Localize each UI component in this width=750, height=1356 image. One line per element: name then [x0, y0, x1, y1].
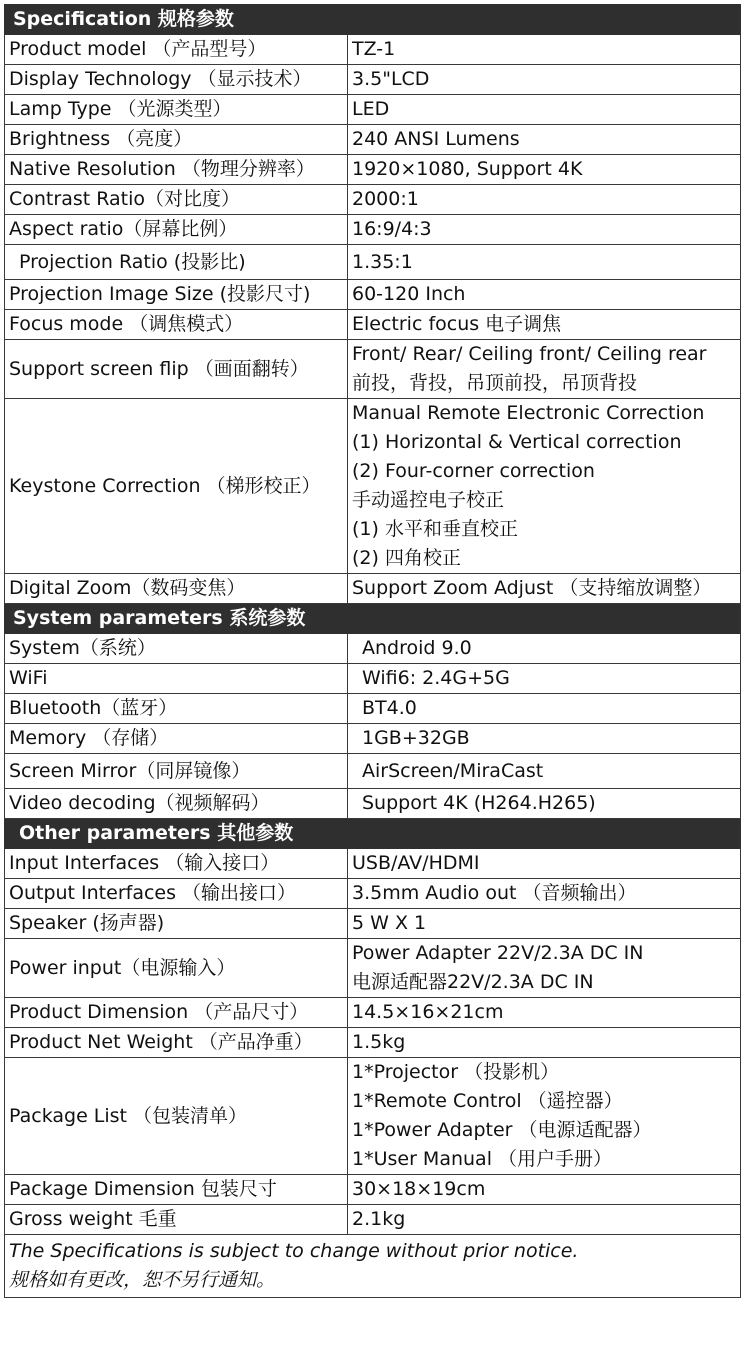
row-label: Keystone Correction （梯形校正） — [5, 399, 348, 574]
table-row — [5, 1175, 741, 1205]
row-label: Lamp Type （光源类型） — [5, 95, 348, 125]
row-label: Package Dimension 包装尺寸 — [5, 1175, 348, 1205]
spec-section-header — [5, 5, 741, 35]
table-row — [5, 95, 741, 125]
row-value: 30×18×19cm — [348, 1175, 741, 1205]
row-label: Projection Ratio (投影比) — [5, 245, 348, 280]
spec-table — [4, 4, 741, 1298]
disclaimer-en: The Specifications is subject to change without prior notice. — [9, 1240, 579, 1262]
row-label: Gross weight 毛重 — [5, 1205, 348, 1235]
section-header-blank — [348, 819, 741, 849]
table-row — [5, 724, 741, 754]
row-value: USB/AV/HDMI — [348, 849, 741, 879]
row-value: 1*Projector （投影机） 1*Remote Control （遥控器） 1*Power Adapter （电源适配器） 1*User Manual （用户手册） — [348, 1058, 741, 1175]
row-label: Screen Mirror（同屏镜像） — [5, 754, 348, 789]
row-value: 1.35:1 — [348, 245, 741, 280]
spec-section-title: Specification 规格参数 — [5, 5, 741, 35]
row-value: Wifi6: 2.4G+5G — [348, 664, 741, 694]
row-value: Support 4K (H264.H265) — [348, 789, 741, 819]
table-row — [5, 125, 741, 155]
table-row — [5, 185, 741, 215]
row-value: Support Zoom Adjust （支持缩放调整） — [348, 574, 741, 604]
table-row — [5, 909, 741, 939]
row-label: Package List （包装清单） — [5, 1058, 348, 1175]
row-label: Output Interfaces （输出接口） — [5, 879, 348, 909]
table-row — [5, 245, 741, 280]
other-section-title: Other parameters 其他参数 — [5, 819, 348, 849]
row-value: AirScreen/MiraCast — [348, 754, 741, 789]
row-label: Projection Image Size (投影尺寸) — [5, 280, 348, 310]
row-label: Display Technology （显示技术） — [5, 65, 348, 95]
row-label: Product Net Weight （产品净重） — [5, 1028, 348, 1058]
specification-sheet — [4, 4, 740, 1298]
row-label: Speaker (扬声器) — [5, 909, 348, 939]
disclaimer-zh: 规格如有更改，恕不另行通知。 — [9, 1269, 276, 1291]
row-value: 14.5×16×21cm — [348, 998, 741, 1028]
row-label: Memory （存储） — [5, 724, 348, 754]
table-row — [5, 1205, 741, 1235]
row-value: 60-120 Inch — [348, 280, 741, 310]
table-row — [5, 694, 741, 724]
table-row — [5, 310, 741, 340]
row-value: Power Adapter 22V/2.3A DC IN 电源适配器22V/2.3A DC IN — [348, 939, 741, 998]
row-value: 2000:1 — [348, 185, 741, 215]
other-section-header — [5, 819, 741, 849]
row-label: Digital Zoom（数码变焦） — [5, 574, 348, 604]
row-label: Product model （产品型号） — [5, 35, 348, 65]
row-label: Video decoding（视频解码） — [5, 789, 348, 819]
row-value: 240 ANSI Lumens — [348, 125, 741, 155]
row-label: Focus mode （调焦模式） — [5, 310, 348, 340]
row-value: 5 W X 1 — [348, 909, 741, 939]
system-section-header — [5, 604, 741, 634]
row-label: WiFi — [5, 664, 348, 694]
row-label: Product Dimension （产品尺寸） — [5, 998, 348, 1028]
row-value: 1.5kg — [348, 1028, 741, 1058]
system-section-title: System parameters 系统参数 — [5, 604, 348, 634]
row-value: 16:9/4:3 — [348, 215, 741, 245]
table-row — [5, 280, 741, 310]
table-row — [5, 998, 741, 1028]
table-row — [5, 340, 741, 399]
row-value: BT4.0 — [348, 694, 741, 724]
table-row — [5, 634, 741, 664]
row-value: 1920×1080, Support 4K — [348, 155, 741, 185]
table-row — [5, 664, 741, 694]
row-value: TZ-1 — [348, 35, 741, 65]
row-label: Bluetooth（蓝牙） — [5, 694, 348, 724]
row-label: Native Resolution （物理分辨率） — [5, 155, 348, 185]
row-value: Android 9.0 — [348, 634, 741, 664]
table-row — [5, 849, 741, 879]
table-row — [5, 155, 741, 185]
row-label: Input Interfaces （输入接口） — [5, 849, 348, 879]
row-value: LED — [348, 95, 741, 125]
row-value: 1GB+32GB — [348, 724, 741, 754]
row-label: Aspect ratio（屏幕比例） — [5, 215, 348, 245]
row-value: 2.1kg — [348, 1205, 741, 1235]
table-row — [5, 215, 741, 245]
section-header-blank — [348, 604, 741, 634]
row-value: Front/ Rear/ Ceiling front/ Ceiling rear 前投，背投，吊顶前投，吊顶背投 — [348, 340, 741, 399]
row-label: Power input（电源输入） — [5, 939, 348, 998]
row-value: Manual Remote Electronic Correction (1) Horizontal & Vertical correction (2) Four-corner correction 手动遥控电子校正 (1) 水平和垂直校正 (2) 四角校正 — [348, 399, 741, 574]
row-value: 3.5"LCD — [348, 65, 741, 95]
table-row — [5, 399, 741, 574]
disclaimer-note — [5, 1235, 741, 1298]
table-row — [5, 574, 741, 604]
table-row — [5, 1028, 741, 1058]
row-label: System（系统） — [5, 634, 348, 664]
table-row — [5, 789, 741, 819]
table-row — [5, 939, 741, 998]
row-label: Support screen flip （画面翻转） — [5, 340, 348, 399]
table-row — [5, 754, 741, 789]
row-value: 3.5mm Audio out （音频输出） — [348, 879, 741, 909]
table-row — [5, 1058, 741, 1175]
table-row — [5, 879, 741, 909]
disclaimer-row — [5, 1235, 741, 1298]
table-row — [5, 35, 741, 65]
row-value: Electric focus 电子调焦 — [348, 310, 741, 340]
row-label: Brightness （亮度） — [5, 125, 348, 155]
table-row — [5, 65, 741, 95]
row-label: Contrast Ratio（对比度） — [5, 185, 348, 215]
